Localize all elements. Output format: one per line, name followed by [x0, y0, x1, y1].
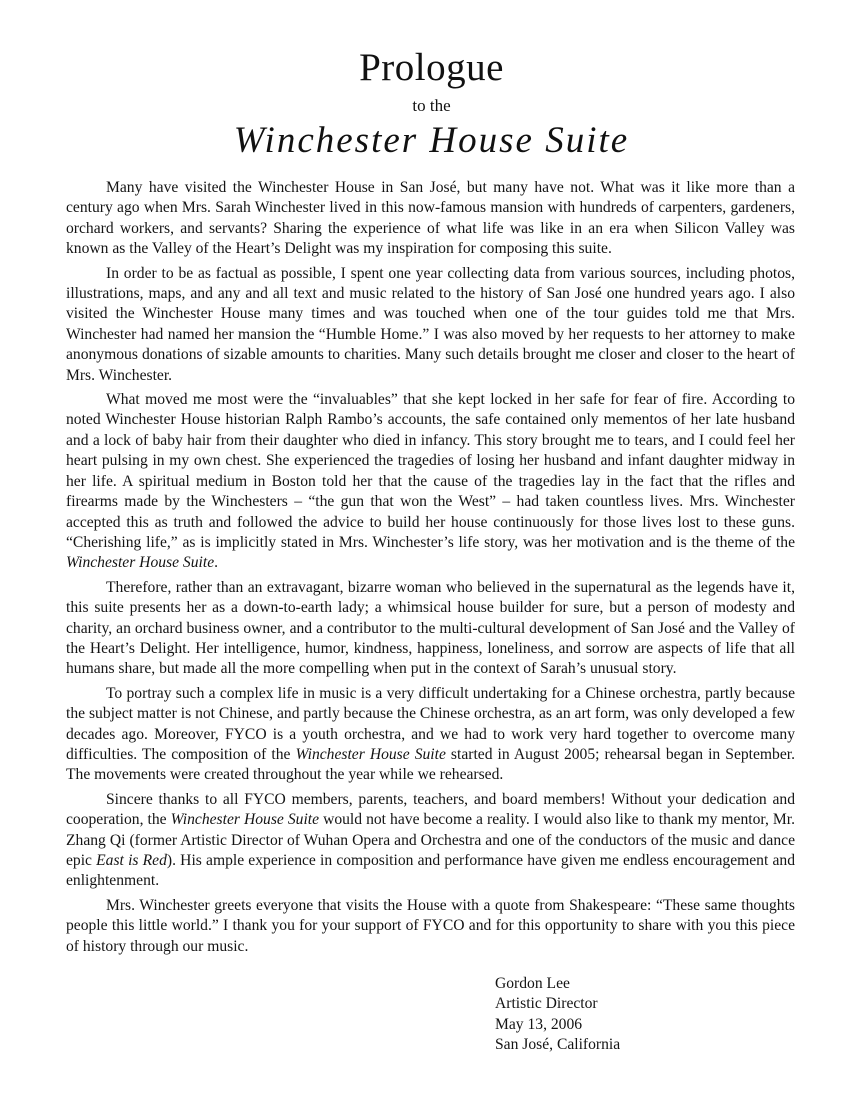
paragraph-text: Therefore, rather than an extravagant, bizarre woman who believed in the supernatural as the legends have it, this suite presents her as a down-to-earth lady; a whimsical house builder for sure, but a person of modesty and charity, an orchard business owner, and a contributor to the multi-cultural development of San José and the Valley of the Heart’s Delight. Her intelligence, humor, kindness, happiness, loneliness, and sorrow are aspects of life that all humans share, but made all the more compelling when put in the context of Sarah’s unusual story. — [66, 578, 795, 678]
signature-name: Gordon Lee — [495, 975, 570, 992]
prologue-body — [66, 178, 795, 961]
paragraph — [66, 178, 795, 260]
paragraph-text: What moved me most were the “invaluables” that she kept locked in her safe for fear of fire. According to noted Winchester House historian Ralph Rambo’s accounts, the safe contained only mementos of her late husband and a lock of baby hair from their daughter who died in infancy. This story brought me to tears, and I could feel her heart pulsing in my own chest. She experienced the tragedies of losing her husband and infant daughter midway in her life. A spiritual medium in Boston told her that the cause of the tragedies lay in the fact that the rifles and firearms made by the Winchesters – “the gun that won the West” – had taken countless lives. Mrs. Winchester accepted this as truth and followed the advice to build her house continuously for those lives lost to these guns. “Cherishing life,” as is implicitly stated in Mrs. Winchester’s life story, was her motivation and is the theme of the — [66, 391, 795, 551]
italic-title: Winchester House Suite — [66, 554, 215, 572]
paragraph-text: started in August 2005; rehearsal began in September. The movements were created throughout the year while we rehearsed. — [66, 745, 795, 784]
signature-role: Artistic Director — [495, 995, 598, 1013]
paragraph-text: Sincere thanks to all FYCO members, parents, teachers, and board members! Without your dedication and cooperation, the — [66, 790, 795, 829]
italic-title: East is Red — [96, 852, 167, 869]
paragraph — [66, 684, 795, 786]
paragraph — [66, 390, 795, 574]
paragraph-text: To portray such a complex life in music is a very difficult undertaking for a Chinese orchestra, partly because the subject matter is not Chinese, and partly because the Chinese orchestra, as an art form, was only developed a few decades ago. Moreover, FYCO is a youth orchestra, and we had to work very hard together to overcome many difficulties. The composition of the — [66, 684, 795, 763]
paragraph-text: Many have visited the Winchester House in San José, but many have not. What was it like more than a century ago when Mrs. Sarah Winchester lived in this now-famous mansion with hundreds of carpenters, gardeners, orchard workers, and servants? Sharing the experience of what life was like in an era when Silicon Valley was known as the Valley of the Heart’s Delight was my inspiration for composing this suite. — [66, 179, 795, 258]
suite-title: Winchester House Suite — [233, 120, 630, 161]
prologue-subtitle: to the — [412, 96, 451, 115]
signature-date: May 13, 2006 — [495, 1015, 583, 1033]
paragraph-text: would not have become a reality. I would also like to thank my mentor, Mr. Zhang Qi (former Artistic Director of Wuhan Opera and Orchestra and one of the conductors of the music and dance epic — [66, 811, 795, 869]
paragraph-text: ). His ample experience in composition and performance have given me endless encouragement and enlightenment. — [66, 852, 795, 890]
italic-title: Winchester House Suite — [295, 745, 446, 763]
paragraph — [66, 578, 795, 680]
signature-place: San José, California — [495, 1036, 621, 1054]
paragraph — [66, 264, 795, 386]
paragraph-text: . — [214, 554, 219, 572]
paragraph-text: In order to be as factual as possible, I spent one year collecting data from various sources, including photos, illustrations, maps, and any and all text and music related to the history of San José one hundred years ago. I also visited the Winchester House many times and was touched when one of the tour guides told me that Mrs. Winchester had named her mansion the “Humble Home.” I was also moved by her requests to her attorney to make anonymous donations of sizable amounts to charities. Many such details brought me closer and closer to the heart of Mrs. Winchester. — [66, 264, 795, 384]
italic-title: Winchester House Suite — [170, 811, 320, 829]
paragraph — [66, 790, 795, 892]
prologue-title: Prologue — [359, 46, 504, 89]
signature-block — [495, 974, 620, 1056]
paragraph-text: Mrs. Winchester greets everyone that visits the House with a quote from Shakespeare: “These same thoughts people this little world.” I thank you for your support of FYCO and for this opportunity to share with you this piece of history through our music. — [66, 896, 795, 955]
paragraph — [66, 896, 795, 957]
